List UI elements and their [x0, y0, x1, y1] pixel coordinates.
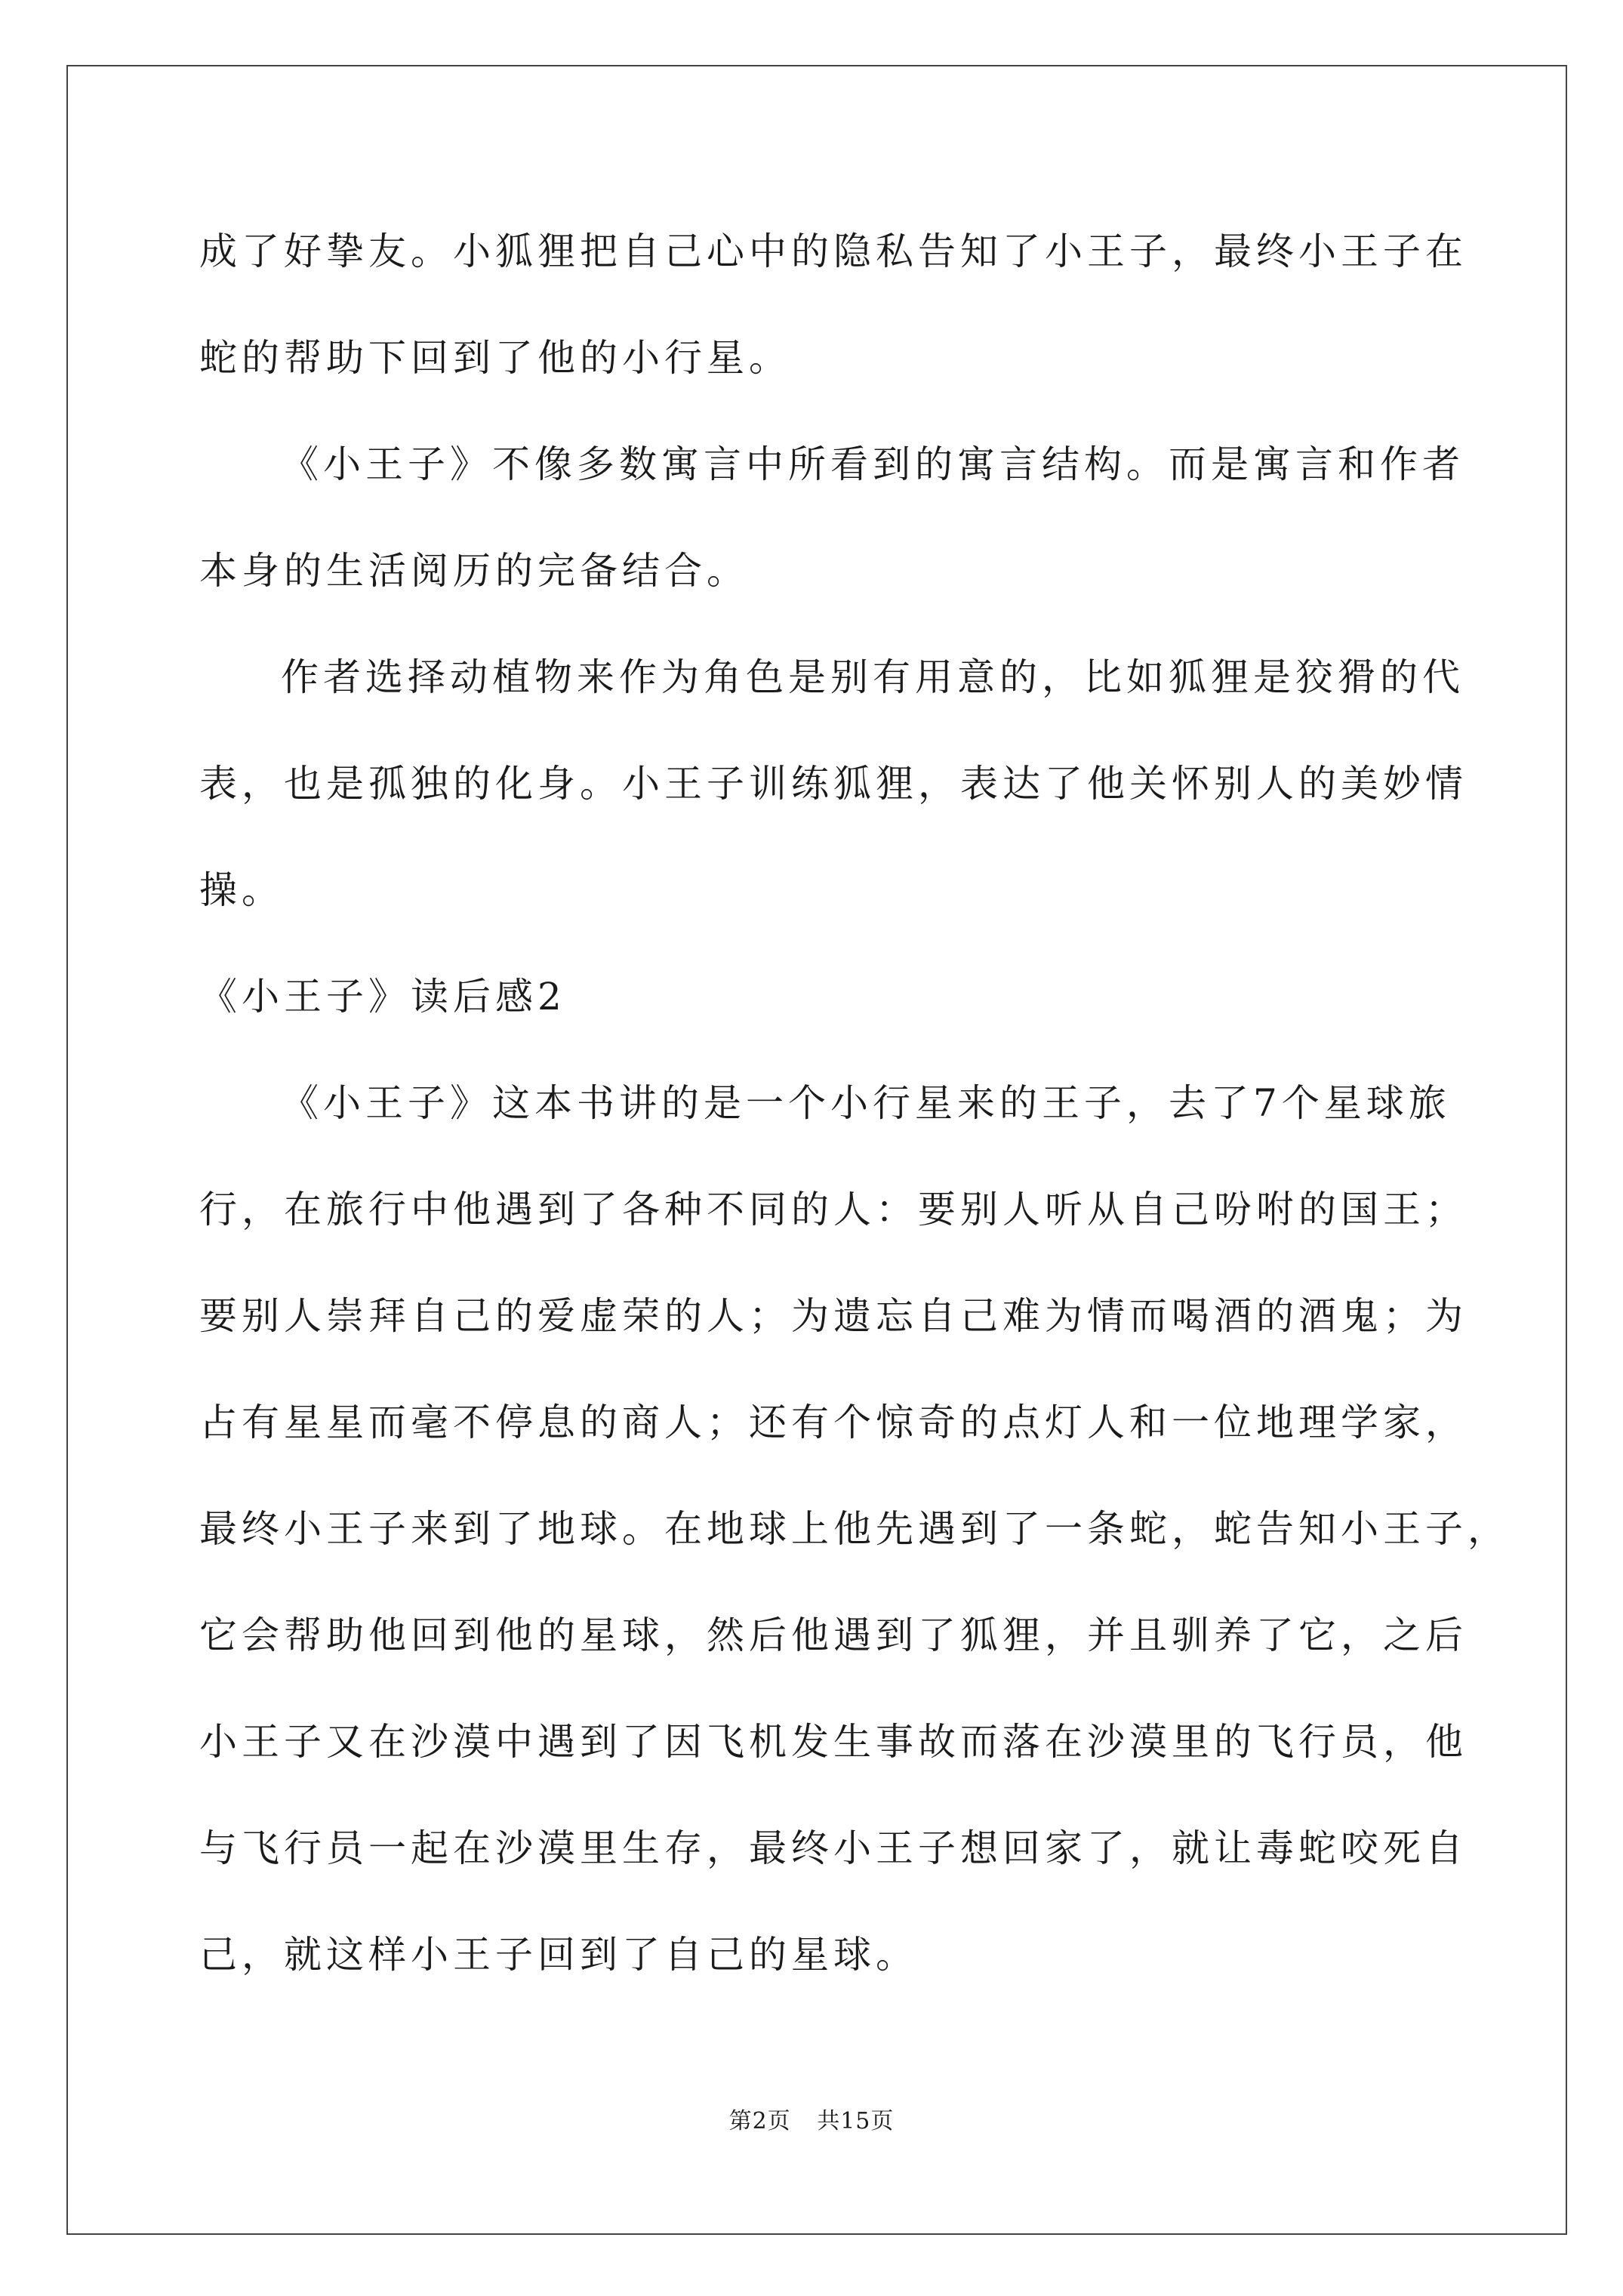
- paragraph-start-line: 作者选择动植物来作为角色是别有用意的，比如狐狸是狡猾的代: [281, 655, 1464, 699]
- paragraph-start-line: 《小王子》这本书讲的是一个小行星来的王子，去了7个星球旅: [281, 1081, 1451, 1125]
- text-line: 占有星星而毫不停息的商人；还有个惊奇的点灯人和一位地理学家，: [199, 1401, 1467, 1444]
- text-line: 表，也是孤独的化身。小王子训练狐狸，表达了他关怀别人的美妙情: [199, 762, 1467, 806]
- text-line: 小王子又在沙漠中遇到了因飞机发生事故而落在沙漠里的飞行员，他: [199, 1720, 1467, 1764]
- page-number-total: 共15页: [817, 2108, 895, 2134]
- text-line: 要别人崇拜自己的爱虚荣的人；为遗忘自己难为情而喝酒的酒鬼；为: [199, 1294, 1467, 1338]
- page-number-current: 第2页: [728, 2108, 791, 2134]
- document-body: [199, 217, 1510, 2027]
- text-line: 它会帮助他回到他的星球，然后他遇到了狐狸，并且驯养了它，之后: [199, 1613, 1467, 1657]
- text-line: 成了好挚友。小狐狸把自己心中的隐私告知了小王子，最终小王子在: [199, 230, 1467, 273]
- section-heading: 《小王子》读后感2: [199, 975, 566, 1019]
- page-footer: [0, 2102, 1623, 2135]
- text-line: 蛇的帮助下回到了他的小行星。: [199, 336, 791, 380]
- paragraph-start-line: 《小王子》不像多数寓言中所看到的寓言结构。而是寓言和作者: [281, 442, 1464, 486]
- text-line: 操。: [199, 868, 284, 912]
- text-line: 行，在旅行中他遇到了各种不同的人：要别人听从自己吩咐的国王；: [199, 1188, 1467, 1231]
- text-line: 己，就这样小王子回到了自己的星球。: [199, 1933, 918, 1977]
- text-line: 本身的生活阅历的完备结合。: [199, 549, 749, 593]
- text-line: 与飞行员一起在沙漠里生存，最终小王子想回家了，就让毒蛇咬死自: [199, 1826, 1467, 1870]
- text-line: 最终小王子来到了地球。在地球上他先遇到了一条蛇，蛇告知小王子，: [199, 1507, 1510, 1551]
